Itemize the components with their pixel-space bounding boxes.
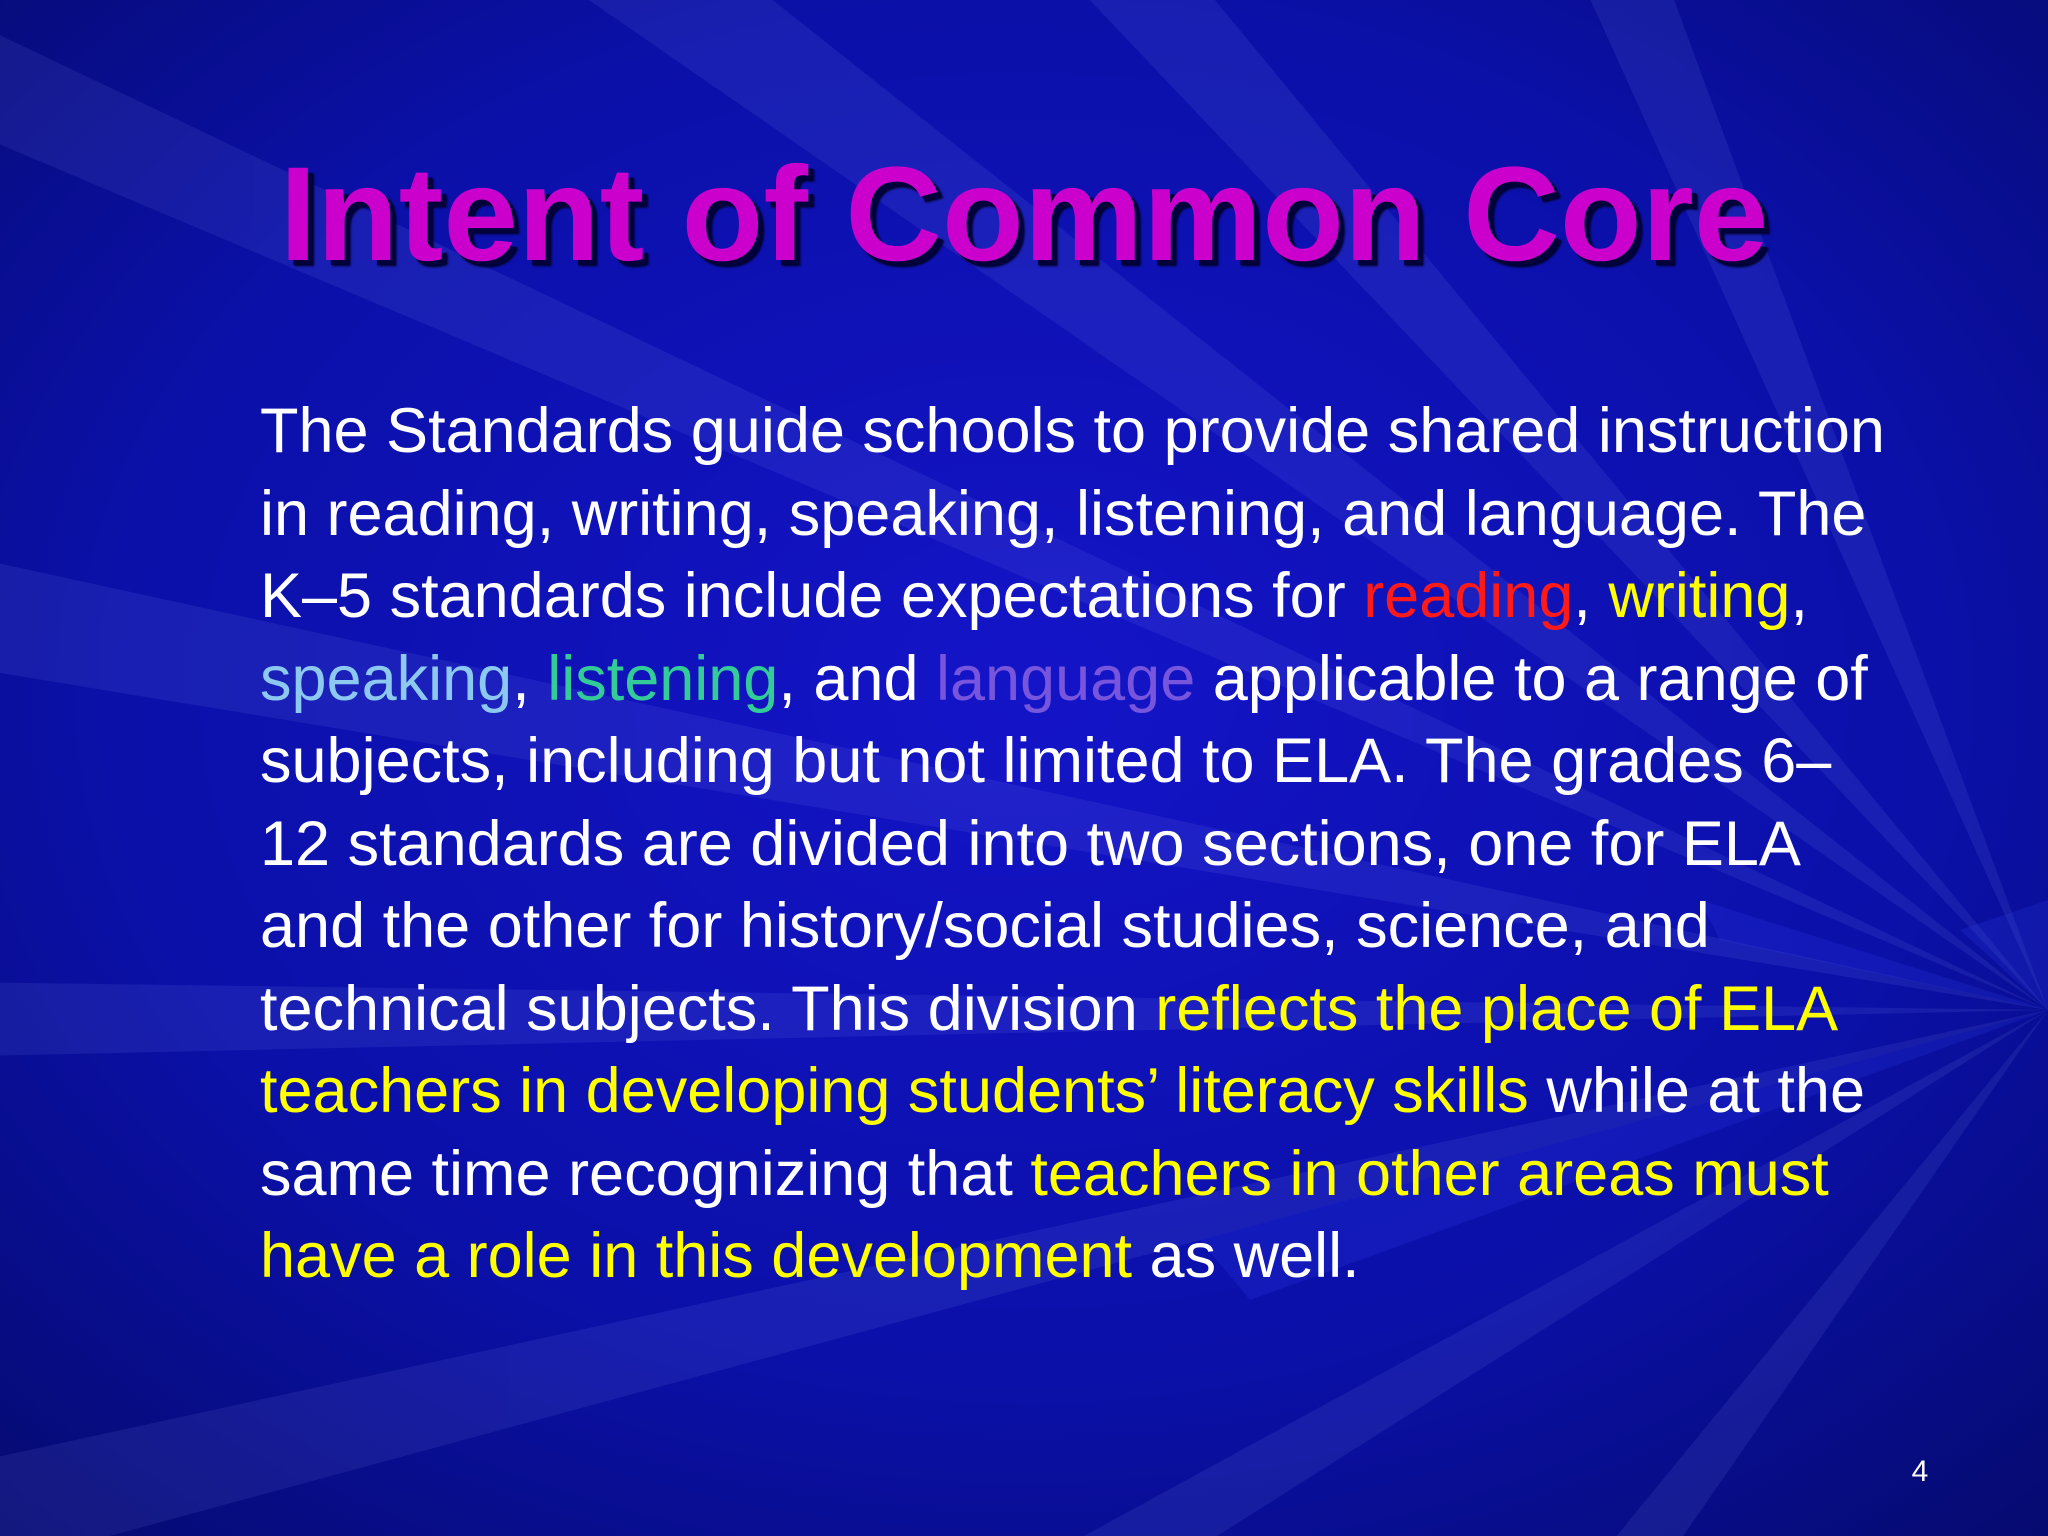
text-run: , [512, 643, 548, 714]
text-run: The Standards guide schools to provide shared instruction in reading, writing, speaking, listening, and language. The K–5 standards include expectations for [260, 396, 1903, 631]
text-run: applicable to a range of subjects, including but not limited to ELA. The grades 6–12 standards are divided into two sections, one for ELA and the other for history/social studies, science, and technical subjects. This division [260, 643, 1886, 1044]
text-run: teachers in other areas must have a role in this development [260, 1138, 1847, 1291]
text-run: listening [547, 643, 779, 714]
text-run: speaking [260, 643, 513, 714]
text-run: language [935, 643, 1196, 714]
text-run: , and [778, 643, 936, 714]
text-run: while at the same time recognizing that [260, 1056, 1883, 1209]
page-number: 4 [1911, 1455, 1929, 1488]
text-run: as well. [1132, 1221, 1360, 1291]
slide-title: Intent of Common Core [279, 140, 1769, 289]
text-run: writing [1608, 561, 1791, 631]
text-run: reflects the place of ELA teachers in developing students’ literacy skills [260, 973, 1853, 1126]
text-run: reading [1363, 561, 1574, 631]
text-run: , [1790, 561, 1826, 631]
text-run: , [1573, 561, 1609, 631]
body-paragraph [260, 390, 1903, 1298]
